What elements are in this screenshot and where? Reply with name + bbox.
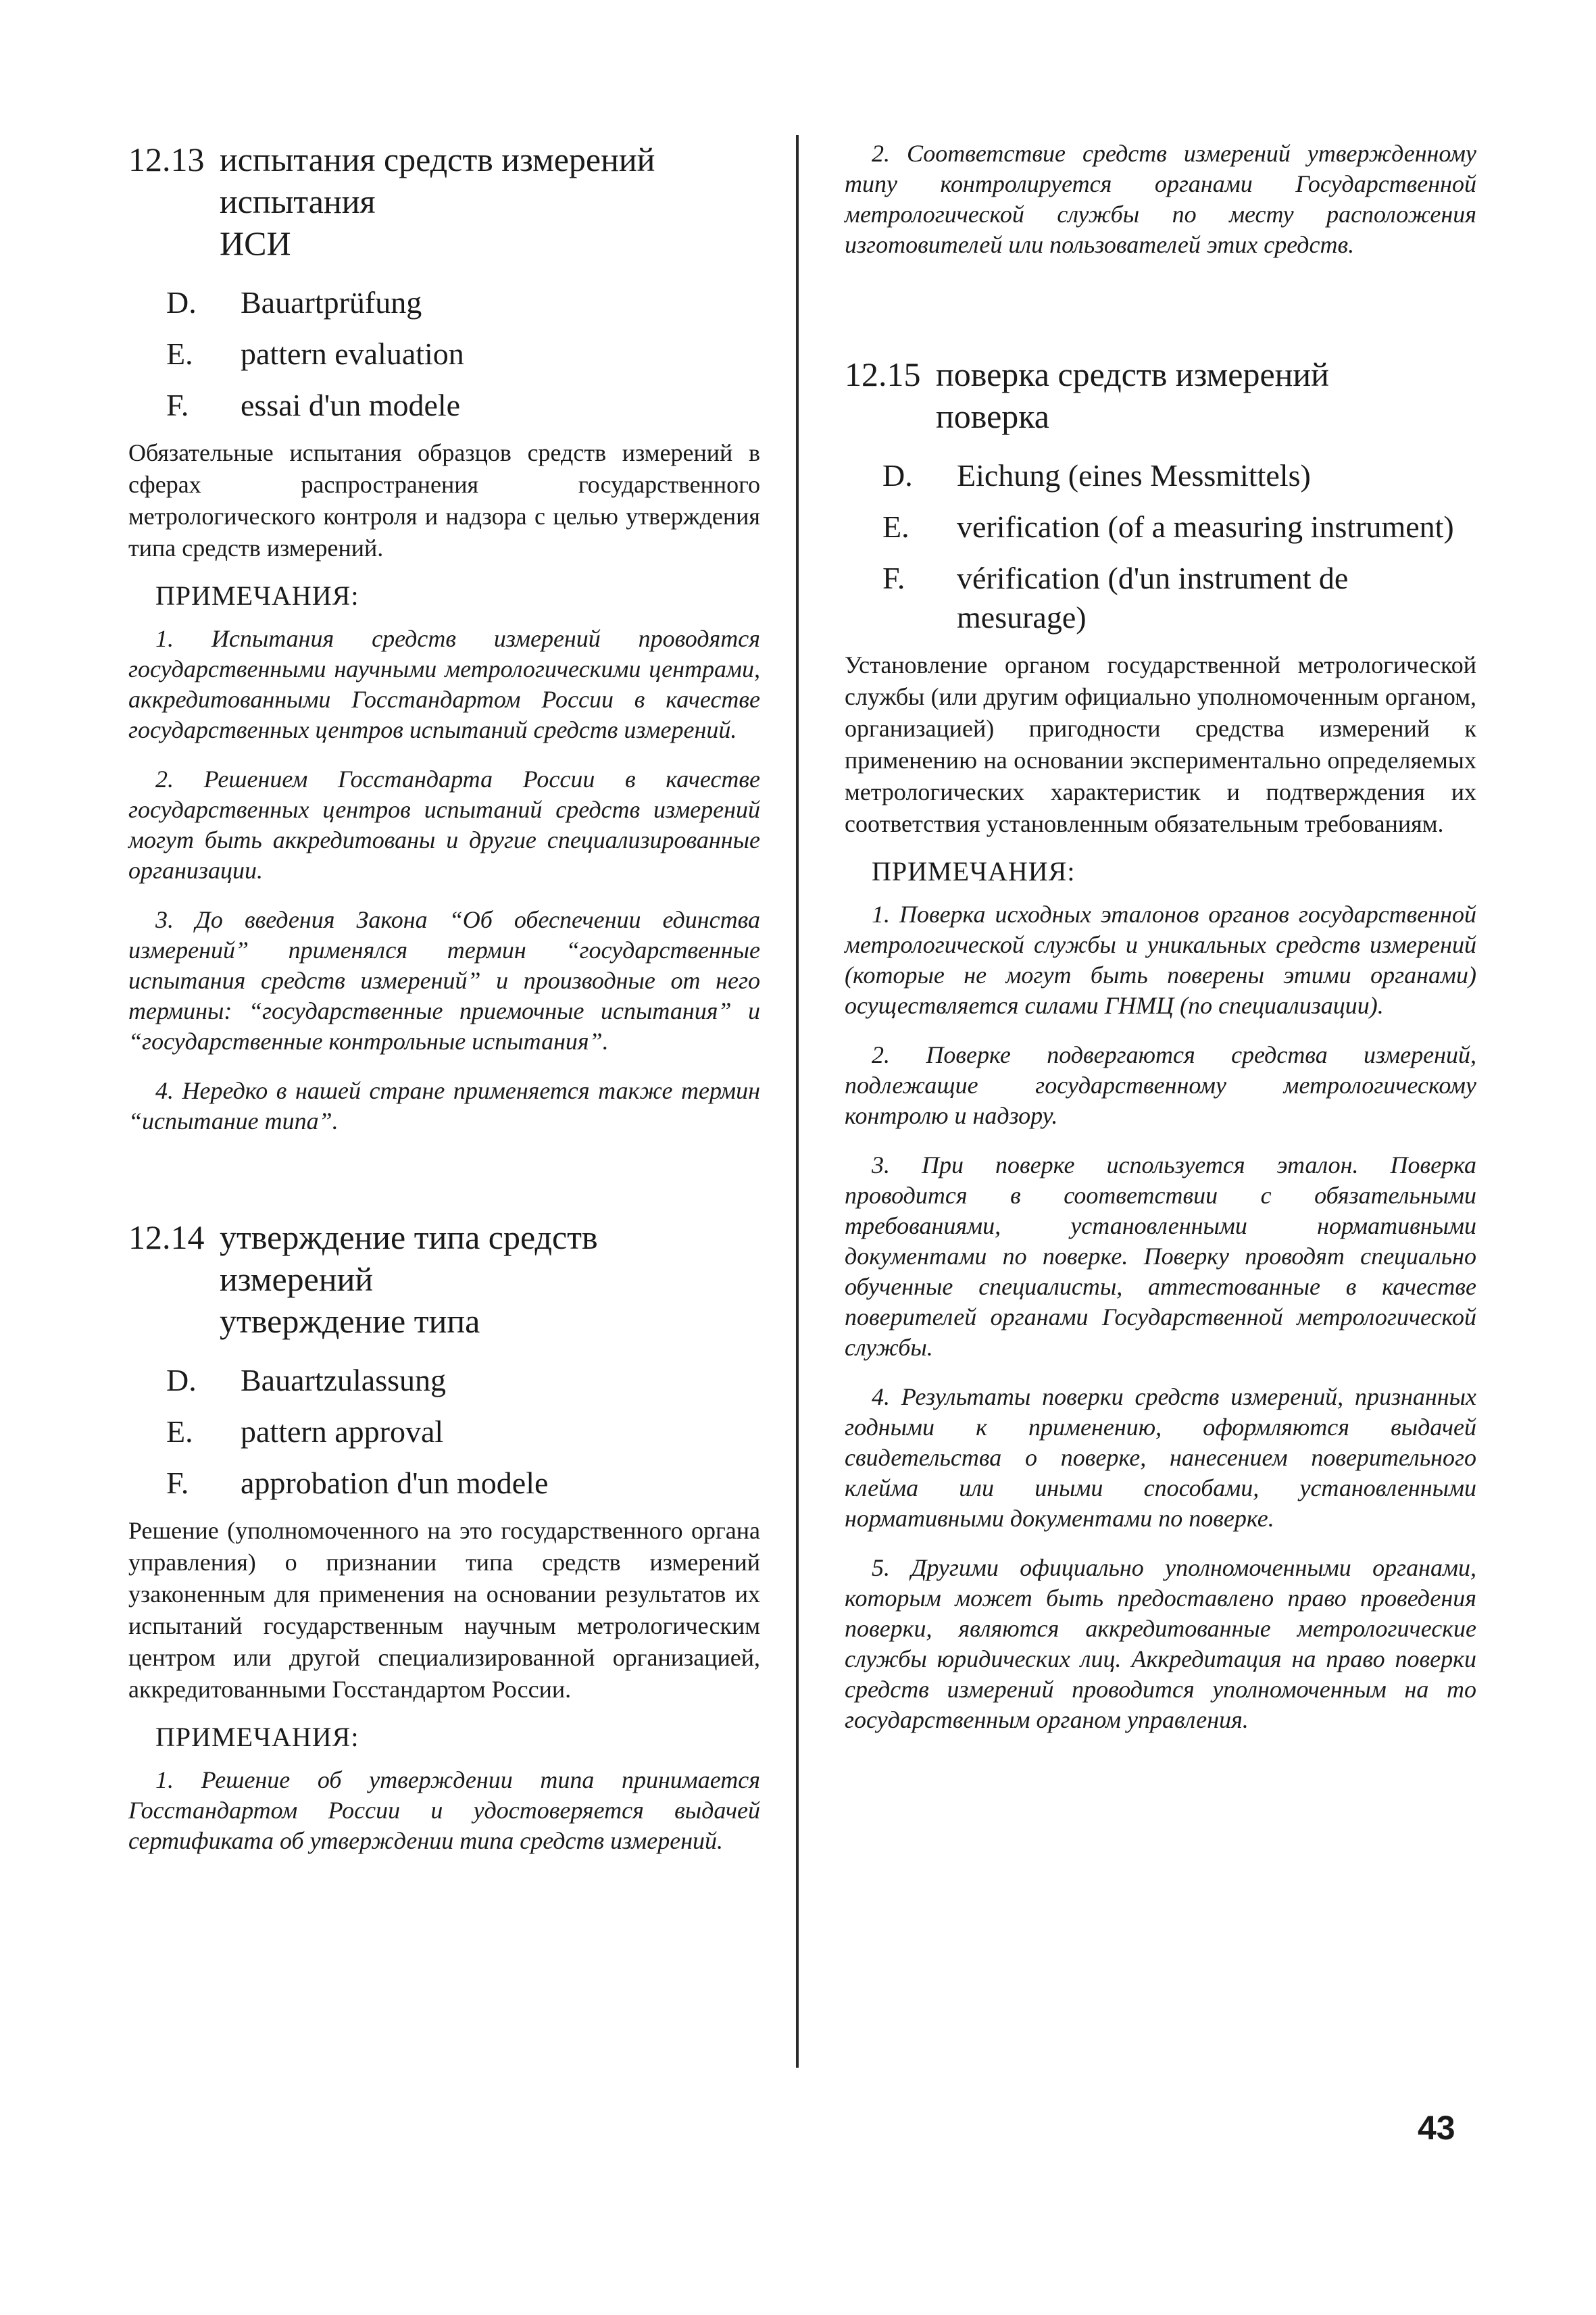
equivalent-en [166, 334, 760, 374]
page-number: 43 [1418, 2109, 1455, 2147]
language-code: F. [166, 388, 189, 422]
equivalent-term: essai d'un modele [241, 388, 461, 422]
equivalent-fr [166, 386, 760, 425]
term-number: 12.13 [128, 141, 205, 178]
language-code: F. [882, 561, 905, 595]
equivalent-term: pattern approval [241, 1414, 444, 1449]
equivalent-term: Bauartzulassung [241, 1363, 447, 1397]
term-line: измерений [220, 1260, 374, 1298]
note: 1. Испытания средств измерений проводятся государственными научными метрологическими центрами, аккредитованными Госстандартом России в качестве государственных центров испытаний средств измерений. [128, 625, 760, 743]
term-line: ИСИ [220, 224, 291, 262]
language-code: E. [882, 509, 909, 544]
equivalent-term: approbation d'un modele [241, 1466, 549, 1500]
language-code: D. [882, 458, 913, 493]
note: 2. Решением Госстандарта России в качестве государственных центров испытаний средств измерений могут быть аккредитованы и другие специализированные организации. [128, 766, 760, 884]
term-heading [845, 353, 1476, 437]
equivalent-en [882, 507, 1476, 547]
language-code: D. [166, 285, 197, 320]
note: 4. Результаты поверки средств измерений, признанных годными к применению, оформляются выдачей свидетельства о поверке, нанесением поверительного клейма или иными способами, установленными нормативными документами по поверке. [845, 1383, 1476, 1532]
term-line: испытания средств измерений [220, 141, 655, 178]
term-heading [128, 139, 760, 264]
foreign-equivalents [882, 456, 1476, 637]
term-line: утверждение типа [220, 1302, 480, 1340]
term-heading [128, 1216, 760, 1342]
term-number: 12.15 [845, 355, 921, 393]
glossary-entry [128, 1216, 760, 1856]
term-line: утверждение типа средств [220, 1218, 598, 1256]
equivalent-fr [166, 1464, 760, 1503]
equivalent-de [166, 1361, 760, 1400]
definition: Решение (уполномоченного на это государственного органа управления) о признании типа средств измерений узаконенным для применения на основании результатов их испытаний государственным научным метрологическим центром или другой специализированной организацией, аккредитованными Госстандартом России. [128, 1517, 760, 1703]
language-code: F. [166, 1466, 189, 1500]
equivalent-de [166, 283, 760, 322]
equivalent-term: vérification (d'un instrument de mesurage) [957, 561, 1349, 634]
note: 1. Решение об утверждении типа принимается Госстандартом России и удостоверяется выдачей сертификата об утверждении типа средств измерений. [128, 1766, 760, 1854]
note: 4. Нередко в нашей стране применяется также термин “испытание типа”. [128, 1077, 760, 1135]
language-code: E. [166, 337, 193, 371]
equivalent-en [166, 1412, 760, 1451]
term-line: поверка средств измерений [936, 355, 1329, 393]
equivalent-term: pattern evaluation [241, 337, 464, 371]
language-code: D. [166, 1363, 197, 1397]
equivalent-term: verification (of a measuring instrument) [957, 509, 1454, 544]
definition: Обязательные испытания образцов средств измерений в сферах распространения государственного метрологического контроля и надзора с целью утверждения типа средств измерений. [128, 439, 760, 562]
notes-title: ПРИМЕЧАНИЯ: [155, 1722, 359, 1752]
notes-title: ПРИМЕЧАНИЯ: [872, 856, 1076, 887]
equivalent-term: Bauartprüfung [241, 285, 422, 320]
left-column [128, 139, 760, 1875]
note: 5. Другими официально уполномоченными органами, которым может быть предоставлено право проведения поверки, являются аккредитованные метрологические службы юридических лиц. Аккредитация на право поверки средств измерений проводится уполномоченным на то государственным органом управления. [845, 1554, 1476, 1733]
note: 1. Поверка исходных эталонов органов государственной метрологической службы и уникальных средств измерений (которые не могут быть поверены этими органами) осуществляется силами ГНМЦ (по специализации). [845, 901, 1476, 1019]
note: 3. До введения Закона “Об обеспечении единства измерений” применялся термин “государственные испытания средств измерений” и производные от него термины: “государственные приемочные испытания” и “государственные контрольные испытания”. [128, 906, 760, 1055]
term-line: испытания [220, 182, 376, 220]
language-code: E. [166, 1414, 193, 1449]
glossary-entry [845, 353, 1476, 1735]
column-divider [796, 135, 799, 2068]
foreign-equivalents [166, 283, 760, 425]
right-column [845, 139, 1476, 1754]
note: 2. Поверке подвергаются средства измерений, подлежащие государственному метрологическому контролю и надзору. [845, 1041, 1476, 1129]
glossary-entry [128, 139, 760, 1137]
continued-note: 2. Соответствие средств измерений утвержденному типу контролируется органами Государственной метрологической службы по месту расположения изготовителей или пользователей этих средств. [845, 140, 1476, 258]
note: 3. При поверке используется эталон. Поверка проводится в соответствии с обязательными требованиями, установленными нормативными документами по поверке. Поверку проводят специально обученные специалисты, аттестованные в качестве поверителей органами Государственной метрологической службы. [845, 1151, 1476, 1361]
equivalent-fr [882, 559, 1476, 637]
equivalent-de [882, 456, 1476, 495]
term-number: 12.14 [128, 1218, 205, 1256]
term-line: поверка [936, 397, 1049, 435]
notes-title: ПРИМЕЧАНИЯ: [155, 580, 359, 611]
equivalent-term: Eichung (eines Messmittels) [957, 458, 1311, 493]
foreign-equivalents [166, 1361, 760, 1503]
definition: Установление органом государственной метрологической службы (или другим официально уполномоченным органом, организацией) пригодности средства измерений к применению на основании экспериментально определяемых метрологических характеристик и подтверждения их соответствия установленным обязательным требованиям. [845, 651, 1476, 837]
